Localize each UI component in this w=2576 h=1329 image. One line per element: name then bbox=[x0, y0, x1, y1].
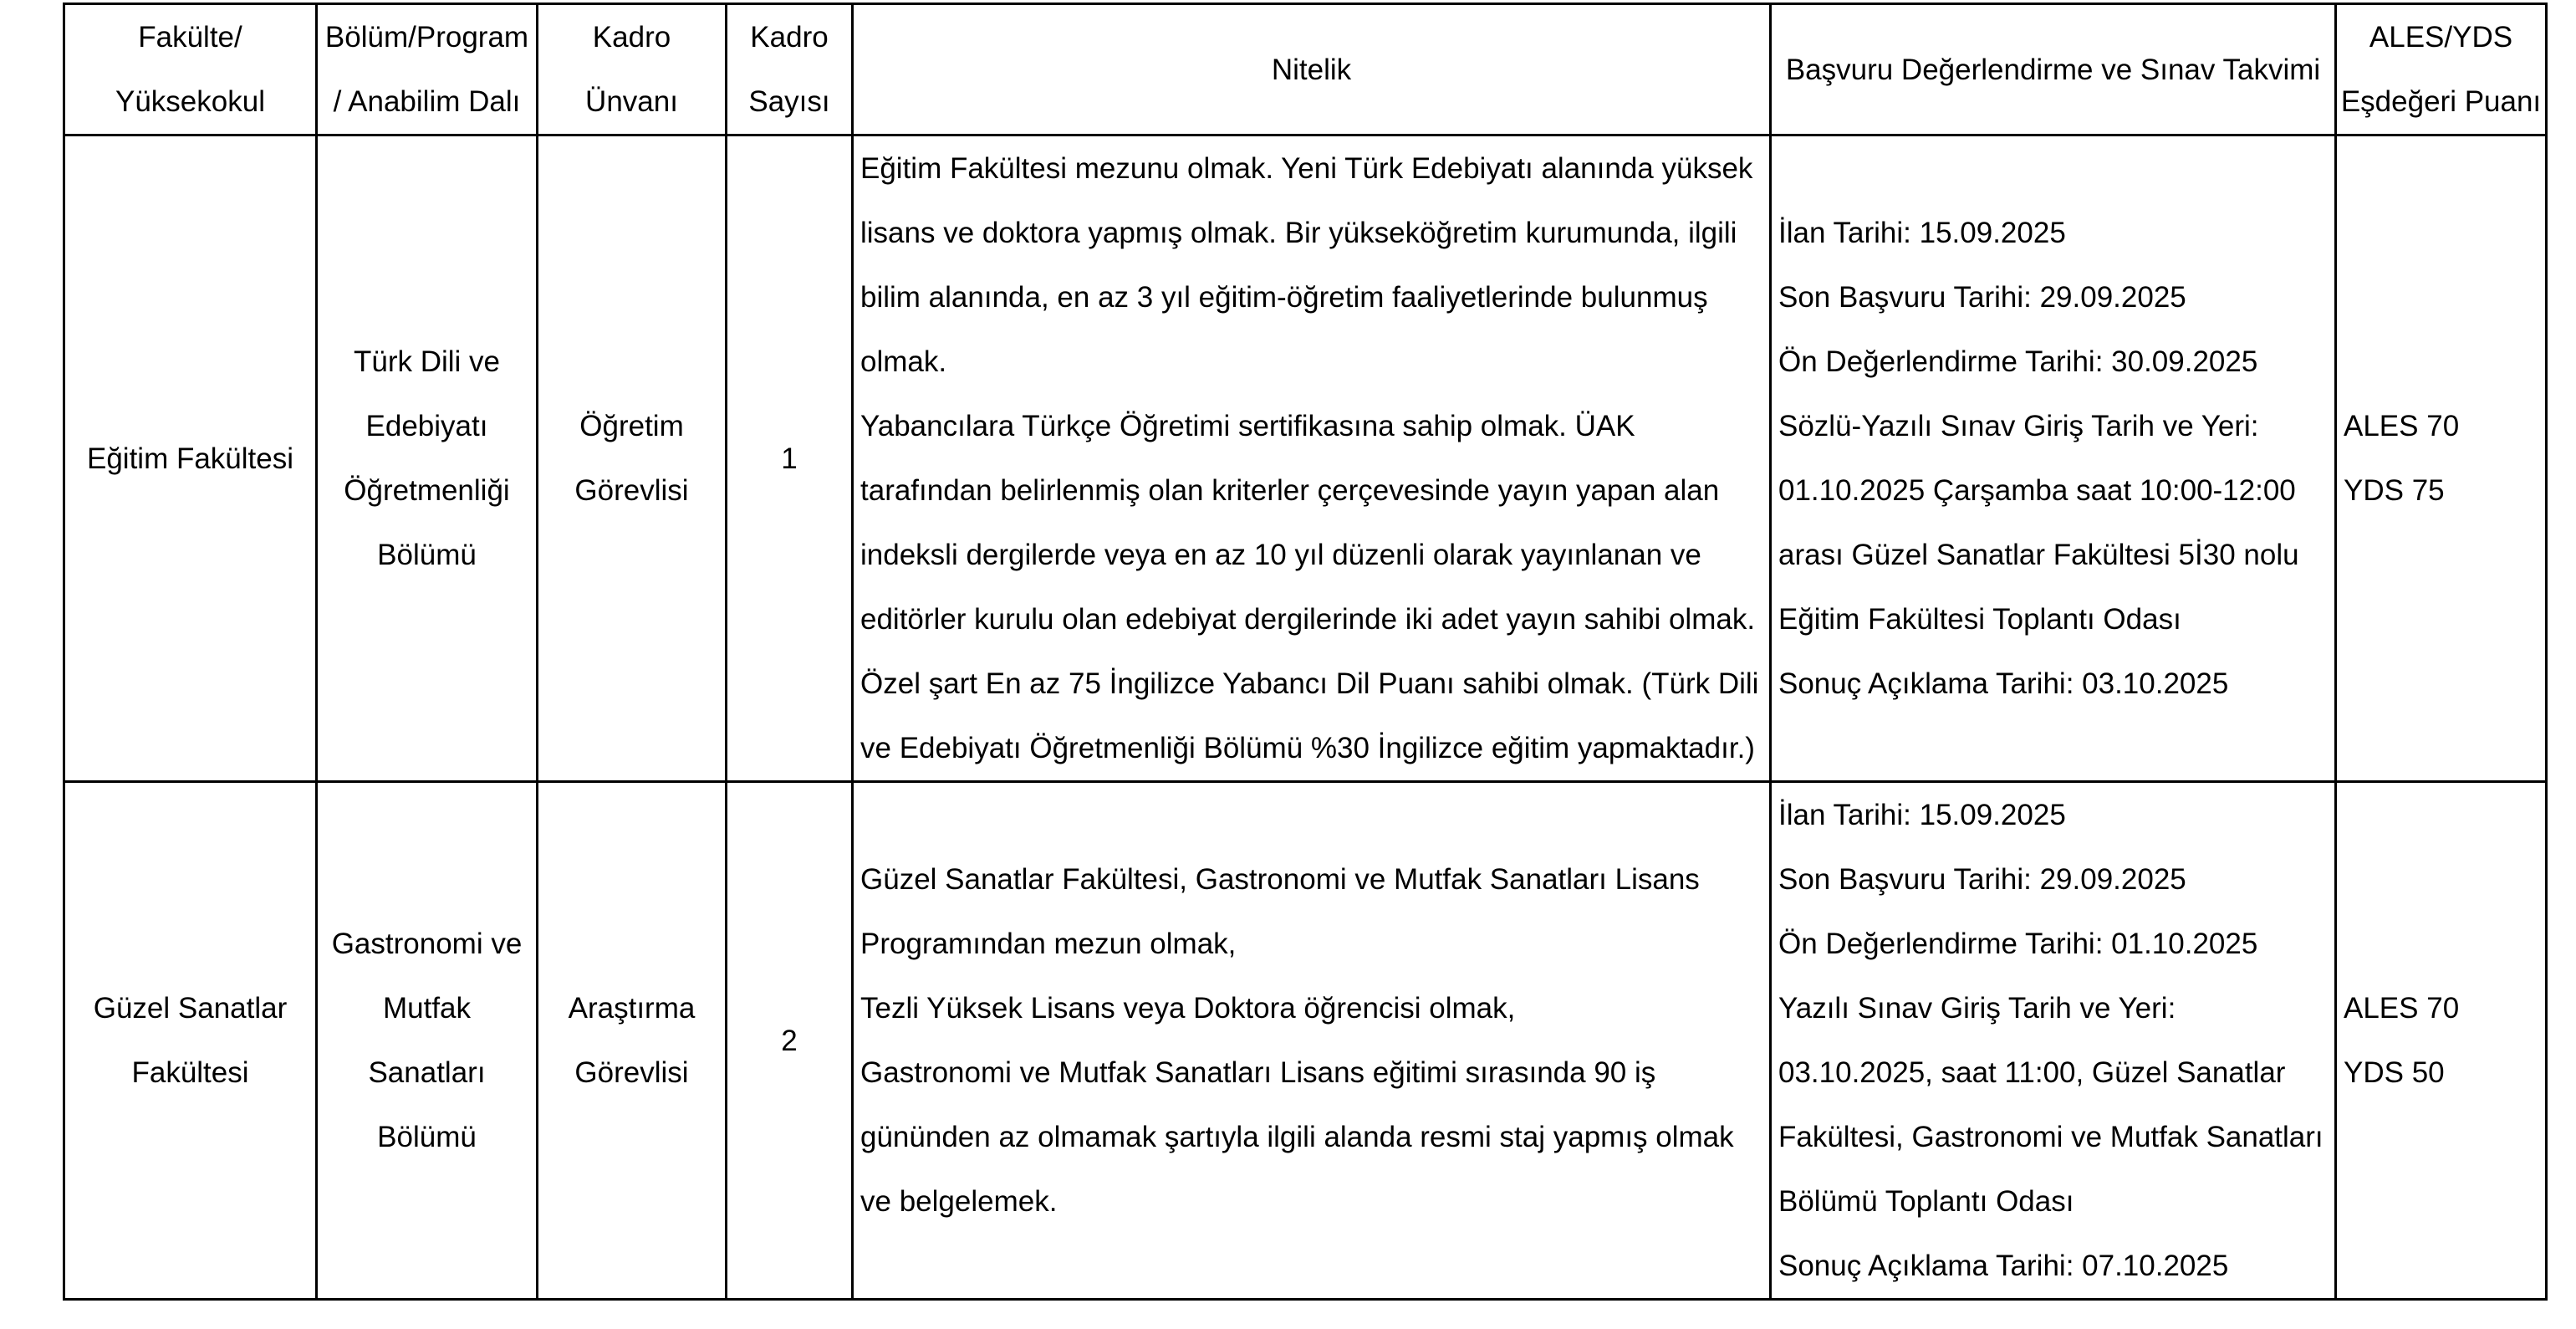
cell-score: ALES 70 YDS 50 bbox=[2336, 782, 2547, 1300]
cell-faculty: Güzel Sanatlar Fakültesi bbox=[64, 782, 317, 1300]
cell-position-title: Araştırma Görevlisi bbox=[538, 782, 727, 1300]
cell-qualification: Güzel Sanatlar Fakültesi, Gastronomi ve Mutfak Sanatları Lisans Programından mezun olmak, Tezli Yüksek Lisans veya Doktora öğrencisi olmak, Gastronomi ve Mutfak Sanatları Lisans eğitimi sırasında 90 iş gününden az olmamak şartıyla ilgili alanda resmi staj yapmış olmak ve belgelemek. bbox=[853, 782, 1771, 1300]
header-row bbox=[64, 4, 2547, 135]
job-posting-table bbox=[63, 3, 2548, 1301]
header-faculty: Fakülte/ Yüksekokul bbox=[64, 4, 317, 135]
header-score: ALES/YDS Eşdeğeri Puanı bbox=[2336, 4, 2547, 135]
table-row bbox=[64, 135, 2547, 782]
table-row bbox=[64, 782, 2547, 1300]
cell-faculty: Eğitim Fakültesi bbox=[64, 135, 317, 782]
header-schedule: Başvuru Değerlendirme ve Sınav Takvimi bbox=[1771, 4, 2336, 135]
cell-score: ALES 70 YDS 75 bbox=[2336, 135, 2547, 782]
cell-qualification: Eğitim Fakültesi mezunu olmak. Yeni Türk Edebiyatı alanında yüksek lisans ve doktora yapmış olmak. Bir yükseköğretim kurumunda, ilgili bilim alanında, en az 3 yıl eğitim-öğretim faaliyetlerinde bulunmuş olmak. Yabancılara Türkçe Öğretimi sertifikasına sahip olmak. ÜAK tarafından belirlenmiş olan kriterler çerçevesinde yayın yapan alan indeksli dergilerde veya en az 10 yıl düzenli olarak yayınlanan ve editörler kurulu olan edebiyat dergilerinde iki adet yayın sahibi olmak. Özel şart En az 75 İngilizce Yabancı Dil Puanı sahibi olmak. (Türk Dili ve Edebiyatı Öğretmenliği Bölümü %30 İngilizce eğitim yapmaktadır.) bbox=[853, 135, 1771, 782]
cell-department: Gastronomi ve Mutfak Sanatları Bölümü bbox=[317, 782, 538, 1300]
cell-position-title: Öğretim Görevlisi bbox=[538, 135, 727, 782]
cell-schedule: İlan Tarihi: 15.09.2025 Son Başvuru Tarihi: 29.09.2025 Ön Değerlendirme Tarihi: 01.10.2025 Yazılı Sınav Giriş Tarih ve Yeri: 03.10.2025, saat 11:00, Güzel Sanatlar Fakültesi, Gastronomi ve Mutfak Sanatları Bölümü Toplantı Odası Sonuç Açıklama Tarihi: 07.10.2025 bbox=[1771, 782, 2336, 1300]
header-position-title: Kadro Ünvanı bbox=[538, 4, 727, 135]
cell-schedule: İlan Tarihi: 15.09.2025 Son Başvuru Tarihi: 29.09.2025 Ön Değerlendirme Tarihi: 30.09.2025 Sözlü-Yazılı Sınav Giriş Tarih ve Yeri: 01.10.2025 Çarşamba saat 10:00-12:00 arası Güzel Sanatlar Fakültesi 5İ30 nolu Eğitim Fakültesi Toplantı Odası Sonuç Açıklama Tarihi: 03.10.2025 bbox=[1771, 135, 2336, 782]
header-department: Bölüm/Program / Anabilim Dalı bbox=[317, 4, 538, 135]
cell-department: Türk Dili ve Edebiyatı Öğretmenliği Bölümü bbox=[317, 135, 538, 782]
header-qualification: Nitelik bbox=[853, 4, 1771, 135]
cell-position-count: 1 bbox=[727, 135, 853, 782]
header-position-count: Kadro Sayısı bbox=[727, 4, 853, 135]
cell-position-count: 2 bbox=[727, 782, 853, 1300]
